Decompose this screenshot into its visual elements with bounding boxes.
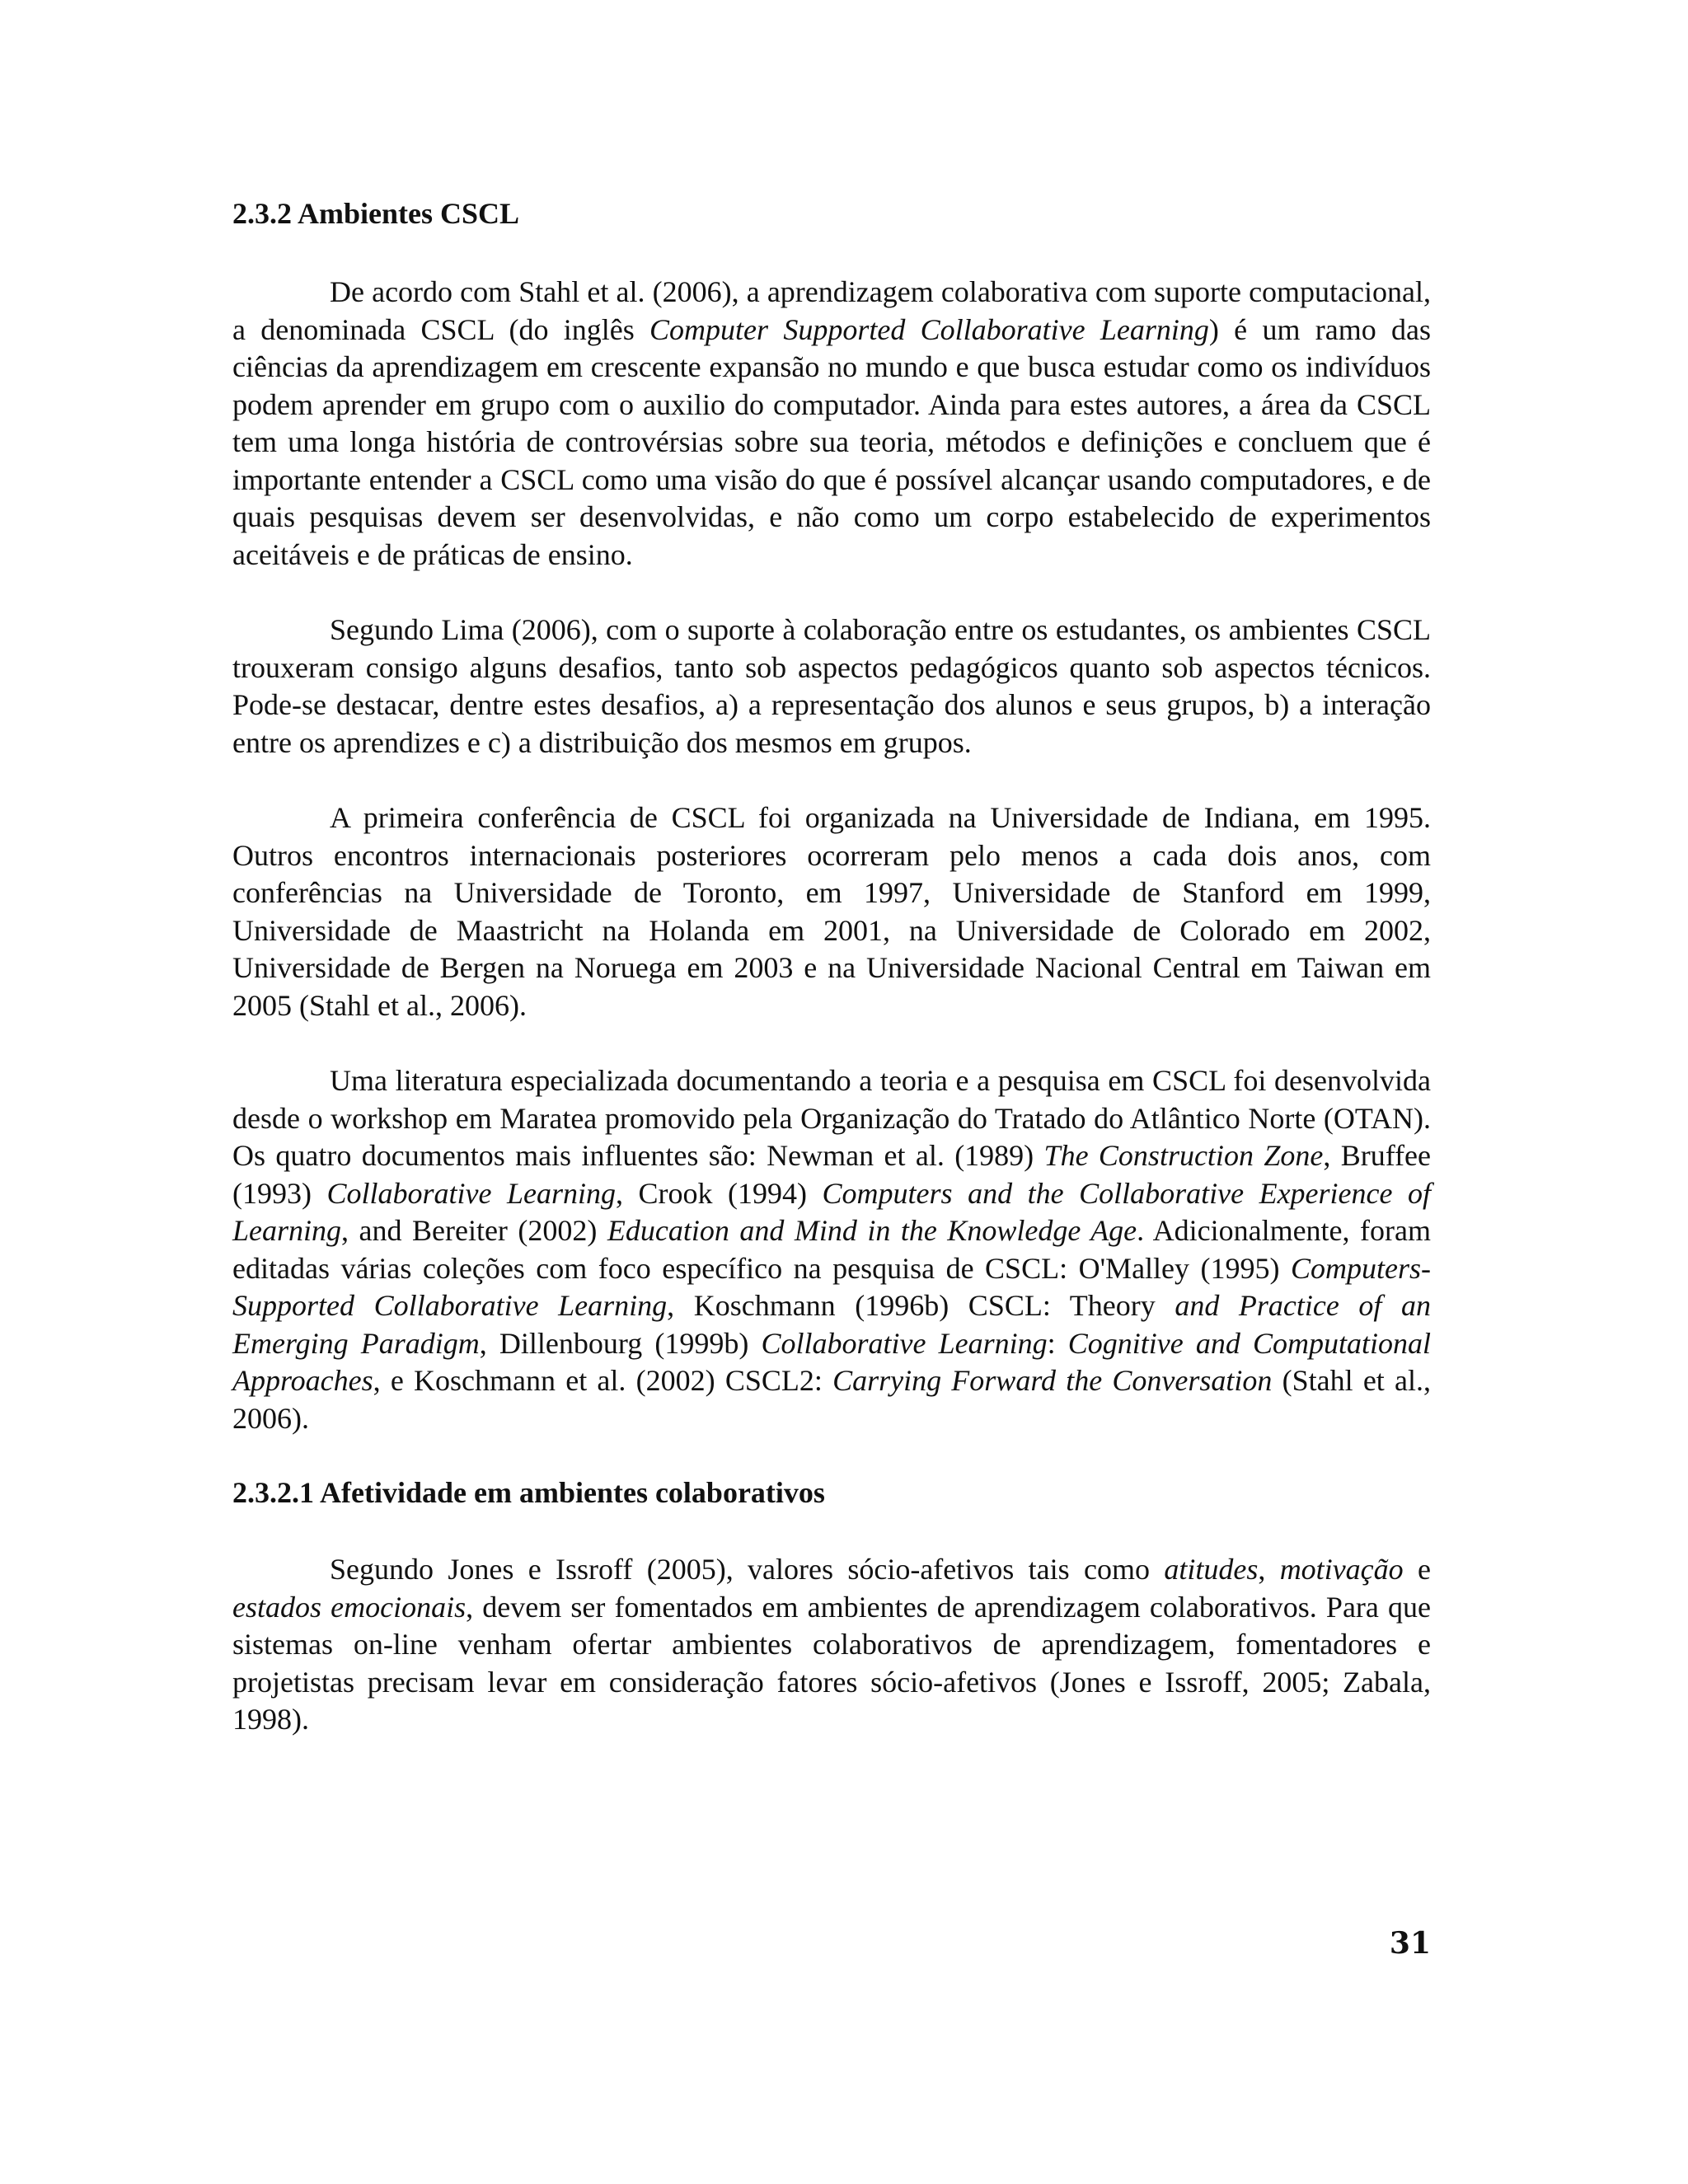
section-heading: 2.3.2 Ambientes CSCL bbox=[232, 197, 520, 230]
paragraph-literature: Uma literatura especializada documentando a teoria e a pesquisa em CSCL foi desenvolvida desde o workshop em Maratea promovido pela Organização do Tratado do Atlântico Norte (OTAN). Os quatro documentos mais influentes são: Newman et al. (1989) The Construction Zone, Bruffee (1993) Collaborative Learning, Crook (1994) Computers and the Collaborative Experience of Learning, and Bereiter (2002) Education and Mind in the Knowledge Age. Adicionalmente, foram editadas várias coleções com foco específico na pesquisa de CSCL: O'Malley (1995) Computers-Supported Collaborative Learning, Koschmann (1996b) CSCL: Theory and Practice of an Emerging Paradigm, Dillenbourg (1999b) Collaborative Learning: Cognitive and Computational Approaches, e Koschmann et al. (2002) CSCL2: Carrying Forward the Conversation (Stahl et al., 2006). bbox=[232, 1064, 1432, 1435]
subsection-heading: 2.3.2.1 Afetividade em ambientes colaborativos bbox=[232, 1476, 825, 1509]
page-number: 31 bbox=[1389, 1926, 1431, 1961]
paragraph-lima-challenges: Segundo Lima (2006), com o suporte à colaboração entre os estudantes, os ambientes CSCL trouxeram consigo alguns desafios, tanto sob aspectos pedagógicos quanto sob aspectos técnicos. Pode-se destacar, dentre estes desafios, a) a representação dos alunos e seus grupos, b) a interação entre os aprendizes e c) a distribuição dos mesmos em grupos. bbox=[232, 613, 1431, 759]
paragraph-affectivity: Segundo Jones e Issroff (2005), valores sócio-afetivos tais como atitudes, motivação e estados emocionais, devem ser fomentados em ambientes de aprendizagem colaborativos. Para que sistemas on-line venham ofertar ambientes colaborativos de aprendizagem, fomentadores e projetistas precisam levar em consideração fatores sócio-afetivos (Jones e Issroff, 2005; Zabala, 1998). bbox=[232, 1553, 1432, 1736]
document-page bbox=[232, 194, 1431, 1739]
paragraph-stahl-definition: De acordo com Stahl et al. (2006), a aprendizagem colaborativa com suporte computacional, a denominada CSCL (do inglês Computer Supported Collaborative Learning) é um ramo das ciências da aprendizagem em crescente expansão no mundo e que busca estudar como os indivíduos podem aprender em grupo com o auxilio do computador. Ainda para estes autores, a área da CSCL tem uma longa história de controvérsias sobre sua teoria, métodos e definições e concluem que é importante entender a CSCL como uma visão do que é possível alcançar usando computadores, e de quais pesquisas devem ser desenvolvidas, e não como um corpo estabelecido de experimentos aceitáveis e de práticas de ensino. bbox=[232, 275, 1431, 571]
paragraph-conferences: A primeira conferência de CSCL foi organizada na Universidade de Indiana, em 1995. Outros encontros internacionais posteriores ocorreram pelo menos a cada dois anos, com conferências na Universidade de Toronto, em 1997, Universidade de Stanford em 1999, Universidade de Maastricht na Holanda em 2001, na Universidade de Colorado em 2002, Universidade de Bergen na Noruega em 2003 e na Universidade Nacional Central em Taiwan em 2005 (Stahl et al., 2006). bbox=[232, 801, 1431, 1022]
